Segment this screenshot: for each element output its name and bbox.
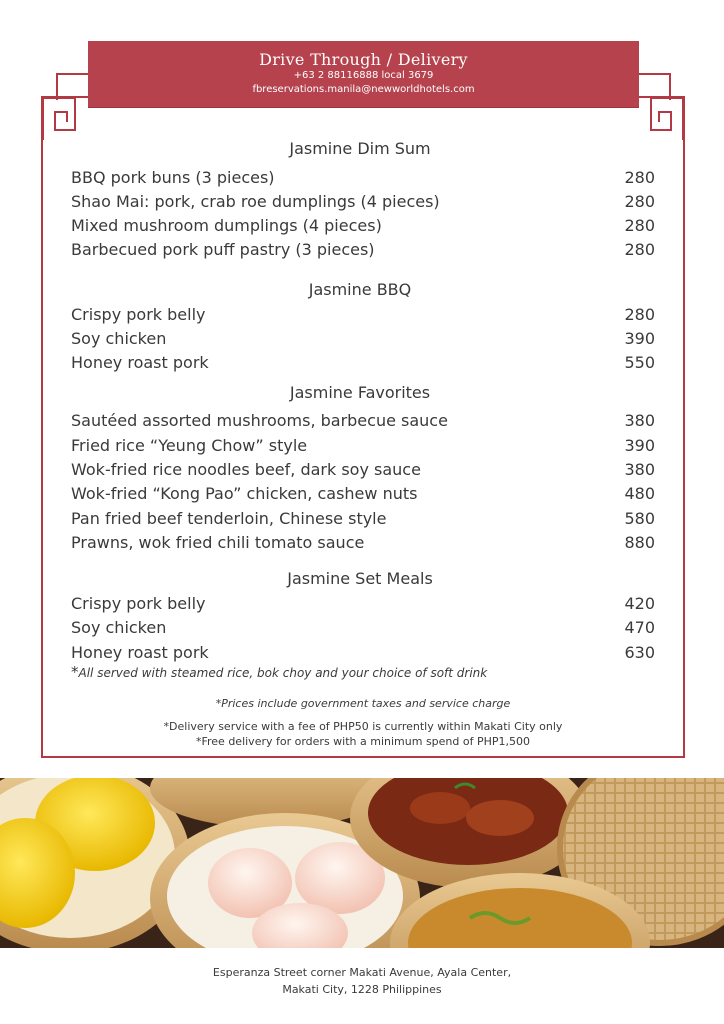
item-name: Barbecued pork puff pastry (3 pieces) (71, 240, 375, 259)
menu-item (71, 533, 655, 552)
footer-address-line1: Esperanza Street corner Makati Avenue, Ayala Center, (212, 966, 512, 979)
item-name: Shao Mai: pork, crab roe dumplings (4 pieces) (71, 192, 440, 211)
menu-item (71, 411, 655, 430)
item-name: Crispy pork belly (71, 594, 206, 613)
item-price: 380 (624, 460, 655, 479)
menu-item (71, 192, 655, 211)
prices-note: *Prices include government taxes and service charge (215, 697, 511, 710)
item-price: 280 (624, 240, 655, 259)
item-price: 480 (624, 484, 655, 503)
item-price: 550 (624, 353, 655, 372)
set-meal-note-text: All served with steamed rice, bok choy and your choice of soft drink (78, 666, 488, 680)
menu-item (71, 509, 655, 528)
item-name: Mixed mushroom dumplings (4 pieces) (71, 216, 382, 235)
header-title: Drive Through / Delivery (259, 50, 468, 69)
menu-item (71, 353, 655, 372)
item-name: Soy chicken (71, 329, 167, 348)
header-phone: +63 2 88116888 local 3679 (293, 70, 434, 81)
header-banner (88, 41, 639, 107)
corner-ornament-top-right (649, 96, 685, 142)
item-price: 280 (624, 305, 655, 324)
item-name: Prawns, wok fried chili tomato sauce (71, 533, 365, 552)
menu-item (71, 643, 655, 662)
section-title-favorites: Jasmine Favorites (289, 383, 431, 402)
item-name: Soy chicken (71, 618, 167, 637)
item-price: 880 (624, 533, 655, 552)
item-price: 580 (624, 509, 655, 528)
menu-item (71, 305, 655, 324)
menu-item (71, 484, 655, 503)
item-name: Honey roast pork (71, 643, 209, 662)
footer-address (0, 964, 724, 998)
item-name: Sautéed assorted mushrooms, barbecue sauce (71, 411, 448, 430)
item-name: BBQ pork buns (3 pieces) (71, 168, 275, 187)
footer-address-line2: Makati City, 1228 Philippines (282, 983, 442, 996)
item-price: 390 (624, 329, 655, 348)
section-title-set-meals: Jasmine Set Meals (287, 569, 433, 588)
item-name: Crispy pork belly (71, 305, 206, 324)
item-price: 380 (624, 411, 655, 430)
item-price: 630 (624, 643, 655, 662)
item-price: 470 (624, 618, 655, 637)
section-title-dim-sum: Jasmine Dim Sum (289, 139, 431, 158)
item-price: 280 (624, 168, 655, 187)
dim-sum-photo (0, 778, 724, 948)
item-price: 420 (624, 594, 655, 613)
menu-item (71, 216, 655, 235)
menu-item (71, 329, 655, 348)
menu-item (71, 618, 655, 637)
corner-ornament-top-left (41, 96, 77, 142)
item-name: Honey roast pork (71, 353, 209, 372)
corner-ornament-tab-right (638, 72, 672, 102)
corner-ornament-tab-left (55, 72, 89, 102)
item-name: Wok-fried “Kong Pao” chicken, cashew nuts (71, 484, 418, 503)
note-asterisk: * (71, 663, 79, 681)
item-name: Pan fried beef tenderloin, Chinese style (71, 509, 387, 528)
menu-item (71, 436, 655, 455)
item-name: Fried rice “Yeung Chow” style (71, 436, 308, 455)
menu-item (71, 168, 655, 187)
menu-item (71, 240, 655, 259)
header-email: fbreservations.manila@newworldhotels.com (252, 84, 475, 95)
free-delivery-note: *Free delivery for orders with a minimum spend of PHP1,500 (195, 735, 531, 748)
menu-item (71, 460, 655, 479)
delivery-fee-note: *Delivery service with a fee of PHP50 is currently within Makati City only (163, 720, 563, 733)
set-meal-note (71, 663, 487, 681)
item-price: 390 (624, 436, 655, 455)
item-price: 280 (624, 216, 655, 235)
item-name: Wok-fried rice noodles beef, dark soy sauce (71, 460, 421, 479)
section-title-bbq: Jasmine BBQ (308, 280, 412, 299)
item-price: 280 (624, 192, 655, 211)
menu-item (71, 594, 655, 613)
